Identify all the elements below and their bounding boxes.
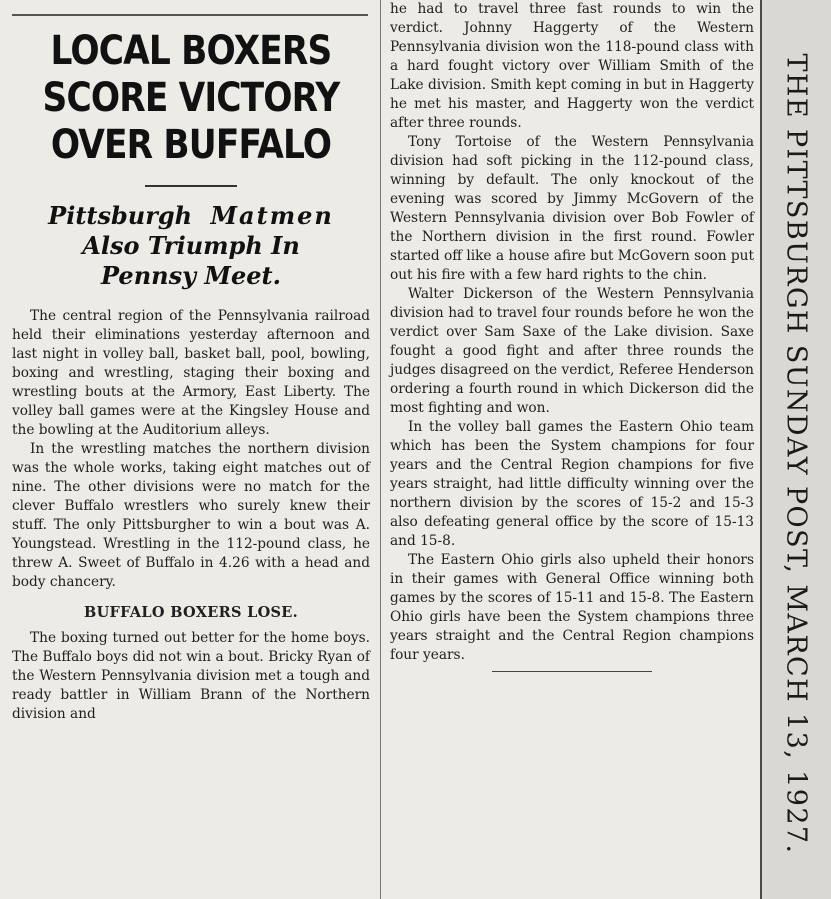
subheadline-word-matmen: Matmen xyxy=(210,201,334,230)
subheadline xyxy=(12,201,370,291)
paragraph: The Eastern Ohio girls also upheld their honors in their games with General Office winning both games by the scores of 15-11 and 15-8. The Eastern Ohio girls have been the System champions three years straight and the Central Region champions four years. xyxy=(390,552,754,663)
article-body-left xyxy=(12,307,370,724)
paragraph: In the wrestling matches the northern division was the whole works, taking eight matches out of nine. The other divisions were no match for the clever Buffalo wrestlers who surely knew their stuff. The only Pittsburgher to win a bout was A. Youngstead. Wrestling in the 112-pound class, he threw A. Sweet of Buffalo in 4.26 with a head and body chancery. xyxy=(12,441,370,590)
margin-divider xyxy=(760,0,762,899)
article-body-right xyxy=(390,0,754,665)
section-heading: BUFFALO BOXERS LOSE. xyxy=(84,604,298,621)
article-column-right xyxy=(390,0,754,672)
headline-divider xyxy=(145,185,237,187)
column-divider xyxy=(380,0,381,899)
headline-line-1: LOCAL BOXERS xyxy=(50,28,332,74)
subheadline-line-3: Pennsy Meet. xyxy=(101,261,281,290)
article-end-rule xyxy=(492,671,652,672)
top-rule xyxy=(12,14,368,16)
subheadline-line-1 xyxy=(12,201,370,231)
paragraph-continued: he had to travel three fast rounds to win the verdict. Johnny Haggerty of the Western Pennsylvania division won the 118-pound class with a hard fought victory over William Smith of the Lake division. Smith kept coming in but in Haggerty he met his master, and Haggerty won the verdict after three rounds. xyxy=(390,1,755,131)
paragraph: Walter Dickerson of the Western Pennsylvania division had to travel four rounds before he won the verdict over Sam Saxe of the Lake division. Saxe fought a good fight and after three rounds the judges disagreed on the verdict, Referee Henderson ordering a fourth round in which Dickerson did the most fighting and won. xyxy=(390,286,754,416)
headline-line-2: SCORE VICTORY xyxy=(42,75,340,121)
paragraph: Tony Tortoise of the Western Pennsylvania division had soft picking in the 112-pound class, winning by default. The only knockout of the evening was scored by Jimmy McGovern of the Western Pennsylvania division over Bob Fowler of the Northern division in the first round. Fowler started off like a house afire but McGovern soon put out his fire with a few hard rights to the chin. xyxy=(390,134,754,283)
paragraph: The boxing turned out better for the home boys. The Buffalo boys did not win a bout. Bricky Ryan of the Western Pennsylvania division met a tough and ready battler in William Brann of the Northern division and xyxy=(12,630,370,722)
headline-line-3: OVER BUFFALO xyxy=(50,122,332,168)
subheadline-word-pittsburgh: Pittsburgh xyxy=(48,201,193,230)
article-column-left xyxy=(12,20,370,724)
headline xyxy=(37,28,345,169)
subheadline-line-2: Also Triumph In xyxy=(82,231,300,260)
paragraph: In the volley ball games the Eastern Ohio team which has been the System champions for four years and the Central Region champions for five years straight, had little difficulty winning over the northern division by the scores of 15-2 and 15-3 also defeating general office by the score of 15-13 and 15-8. xyxy=(390,419,754,549)
paragraph: The central region of the Pennsylvania railroad held their eliminations yesterday afternoon and last night in volley ball, basket ball, pool, bowling, boxing and wrestling, staging their boxing and wrestling bouts at the Armory, East Liberty. The volley ball games were at the Kingsley House and the bowling at the Auditorium alleys. xyxy=(12,308,370,438)
page-masthead: THE PITTSBURGH SUNDAY POST, MARCH 13, 1927. xyxy=(780,53,812,855)
